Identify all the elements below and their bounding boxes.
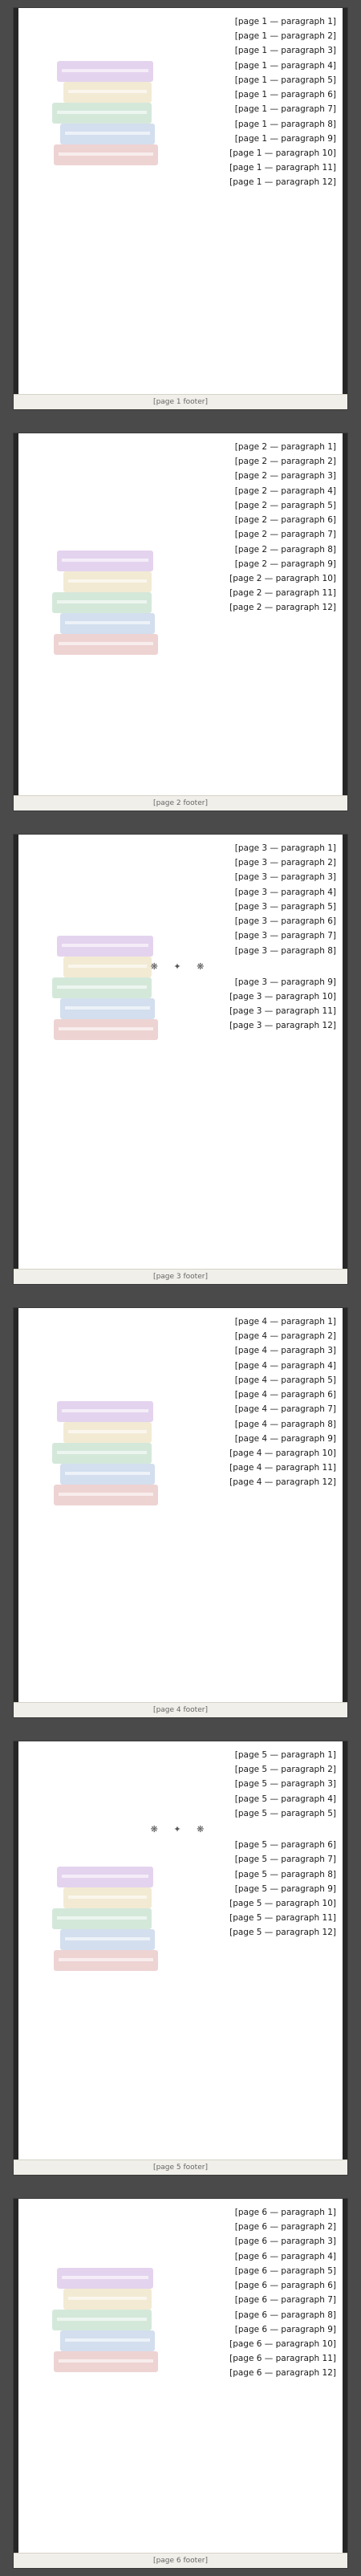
paragraph: [page 2 — paragraph 3] [234, 471, 336, 481]
paragraph: [page 6 — paragraph 9] [234, 2324, 336, 2334]
paragraph: [page 2 — paragraph 10] [229, 573, 336, 583]
paragraph: [page 1 — paragraph 6] [234, 90, 336, 100]
paragraph: [page 3 — paragraph 9] [234, 977, 336, 987]
paragraph: [page 4 — paragraph 3] [234, 1346, 336, 1356]
document-page-1 [14, 8, 347, 409]
paragraph: [page 2 — paragraph 7] [234, 530, 336, 540]
paragraph: [page 5 — paragraph 1] [234, 1750, 336, 1760]
paragraph: [page 4 — paragraph 1] [234, 1317, 336, 1327]
paragraph: [page 6 — paragraph 7] [234, 2295, 336, 2306]
page-footer: [page 3 footer] [14, 1269, 347, 1284]
paragraph: [page 4 — paragraph 4] [234, 1360, 336, 1371]
document-page-2 [14, 433, 347, 811]
paragraph: [page 6 — paragraph 2] [234, 2222, 336, 2233]
paragraph: [page 2 — paragraph 4] [234, 486, 336, 496]
paragraph: [page 4 — paragraph 6] [234, 1390, 336, 1400]
section-separator: ❋ ✦ ❋ [150, 1824, 211, 1835]
paragraph: [page 2 — paragraph 5] [234, 500, 336, 510]
paragraph: [page 1 — paragraph 9] [234, 133, 336, 144]
paragraph: [page 4 — paragraph 8] [234, 1419, 336, 1429]
paragraph: [page 5 — paragraph 6] [234, 1840, 336, 1851]
paragraph: [page 2 — paragraph 6] [234, 515, 336, 526]
paragraph: [page 3 — paragraph 12] [229, 1021, 336, 1031]
page-text-body [14, 835, 347, 1033]
document-page-3 [14, 835, 347, 1284]
page-text-body [14, 2199, 347, 2380]
page-footer: [page 1 footer] [14, 394, 347, 409]
paragraph: [page 5 — paragraph 11] [229, 1913, 336, 1924]
paragraph: [page 2 — paragraph 1] [234, 442, 336, 452]
paragraph: [page 2 — paragraph 12] [229, 603, 336, 613]
paragraph: [page 5 — paragraph 12] [229, 1928, 336, 1938]
paragraph: [page 2 — paragraph 2] [234, 457, 336, 467]
paragraph: [page 6 — paragraph 8] [234, 2310, 336, 2320]
paragraph: [page 4 — paragraph 9] [234, 1433, 336, 1444]
paragraph: [page 3 — paragraph 7] [234, 931, 336, 941]
paragraph: [page 1 — paragraph 5] [234, 75, 336, 85]
paragraph: [page 6 — paragraph 5] [234, 2265, 336, 2276]
page-footer: [page 6 footer] [14, 2553, 347, 2568]
paragraph: [page 5 — paragraph 9] [234, 1883, 336, 1894]
watermark-book-stripe-1 [59, 1493, 153, 1496]
paragraph: [page 4 — paragraph 5] [234, 1375, 336, 1385]
paragraph: [page 6 — paragraph 6] [234, 2281, 336, 2291]
page-text-body [14, 1741, 347, 1940]
paragraph: [page 5 — paragraph 5] [234, 1808, 336, 1818]
watermark-book-stripe-1 [59, 1958, 153, 1961]
paragraph: [page 1 — paragraph 1] [234, 17, 336, 26]
paragraph: [page 3 — paragraph 1] [234, 843, 336, 853]
paragraph: [page 1 — paragraph 7] [234, 104, 336, 115]
paragraph: [page 1 — paragraph 10] [229, 148, 336, 158]
paragraph: [page 2 — paragraph 11] [229, 588, 336, 599]
paragraph: [page 3 — paragraph 6] [234, 916, 336, 927]
paragraph: [page 6 — paragraph 3] [234, 2237, 336, 2247]
paragraph: [page 1 — paragraph 12] [229, 177, 336, 188]
paragraph: [page 2 — paragraph 8] [234, 544, 336, 555]
paragraph: [page 1 — paragraph 8] [234, 119, 336, 129]
paragraph: [page 4 — paragraph 11] [229, 1463, 336, 1473]
paragraph: [page 6 — paragraph 4] [234, 2251, 336, 2261]
paragraph: [page 4 — paragraph 12] [229, 1477, 336, 1488]
paragraph: [page 1 — paragraph 4] [234, 60, 336, 71]
document-page-5 [14, 1741, 347, 2175]
paragraph: [page 3 — paragraph 5] [234, 901, 336, 912]
paragraph: [page 5 — paragraph 3] [234, 1779, 336, 1790]
paragraph: [page 4 — paragraph 2] [234, 1331, 336, 1342]
paragraph: [page 3 — paragraph 10] [229, 991, 336, 1002]
paragraph: [page 5 — paragraph 10] [229, 1898, 336, 1908]
paragraph: [page 2 — paragraph 9] [234, 559, 336, 569]
paragraph: [page 1 — paragraph 11] [229, 163, 336, 173]
paragraph: [page 5 — paragraph 4] [234, 1794, 336, 1804]
section-separator: ❋ ✦ ❋ [150, 961, 211, 972]
paragraph: [page 4 — paragraph 10] [229, 1448, 336, 1458]
document-page-6 [14, 2199, 347, 2568]
paragraph: [page 6 — paragraph 10] [229, 2338, 336, 2349]
paragraph: [page 1 — paragraph 2] [234, 31, 336, 42]
page-text-body [14, 1308, 347, 1489]
paragraph: [page 5 — paragraph 7] [234, 1855, 336, 1865]
paragraph: [page 5 — paragraph 2] [234, 1765, 336, 1775]
watermark-book-stripe-2 [65, 621, 150, 624]
paragraph: [page 5 — paragraph 8] [234, 1869, 336, 1879]
paragraph: [page 3 — paragraph 3] [234, 872, 336, 883]
page-footer: [page 2 footer] [14, 795, 347, 811]
paragraph: [page 3 — paragraph 8] [234, 945, 336, 956]
page-text-body [14, 433, 347, 615]
page-text-body [14, 8, 347, 189]
page-footer: [page 4 footer] [14, 1702, 347, 1717]
paragraph: [page 3 — paragraph 2] [234, 858, 336, 868]
paragraph: [page 6 — paragraph 1] [234, 2208, 336, 2217]
watermark-book-stripe-1 [59, 642, 153, 645]
page-footer: [page 5 footer] [14, 2160, 347, 2175]
paragraph: [page 6 — paragraph 11] [229, 2354, 336, 2364]
paragraph: [page 3 — paragraph 11] [229, 1006, 336, 1017]
paragraph: [page 3 — paragraph 4] [234, 887, 336, 897]
paragraph: [page 6 — paragraph 12] [229, 2368, 336, 2379]
document-page-4 [14, 1308, 347, 1717]
paragraph: [page 1 — paragraph 3] [234, 46, 336, 56]
paragraph: [page 4 — paragraph 7] [234, 1404, 336, 1415]
